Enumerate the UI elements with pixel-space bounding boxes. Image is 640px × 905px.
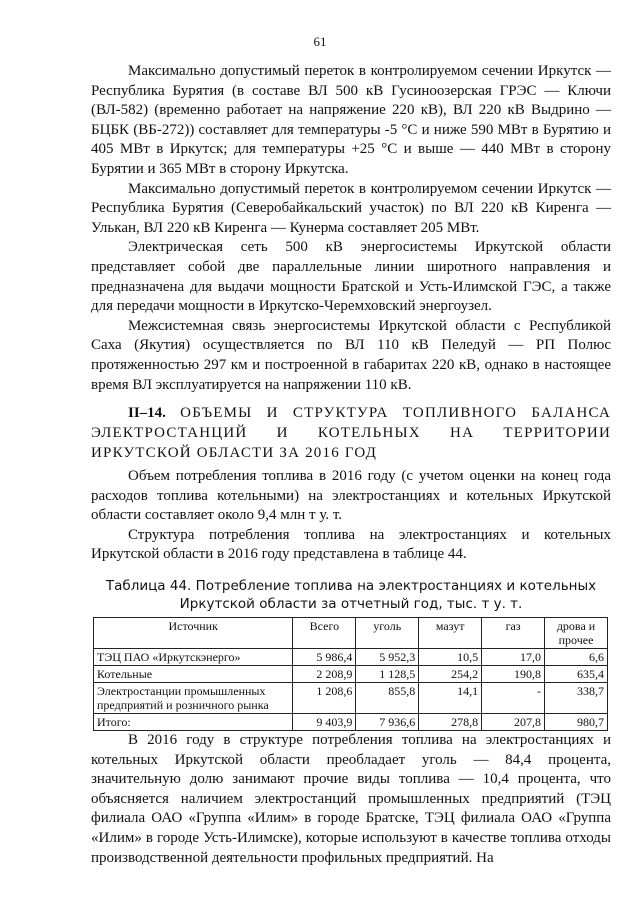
table-row xyxy=(94,649,608,666)
table-cell: 635,4 xyxy=(545,666,608,683)
table-cell: 7 936,6 xyxy=(356,714,419,731)
column-header: уголь xyxy=(356,618,419,649)
table-cell: 17,0 xyxy=(482,649,545,666)
table-cell: 1 208,6 xyxy=(293,683,356,714)
paragraph: Максимально допустимый переток в контролируемом сечении Иркутск — Республика Бурятия (Северобайкальский участок) по ВЛ 220 кВ Киренга — Улькан, ВЛ 220 кВ Киренга — Кунерма составляет 205 МВт. xyxy=(91,180,611,236)
column-header: газ xyxy=(482,618,545,649)
paragraph: Объем потребления топлива в 2016 году (с учетом оценки на конец года расходов топлива котельными) на электростанциях и котельных Иркутской области составляет около 9,4 млн т у. т. xyxy=(91,468,611,524)
table-cell: 6,6 xyxy=(545,649,608,666)
table-cell: 1 128,5 xyxy=(356,666,419,683)
section-number: II–14. xyxy=(128,405,166,422)
document-body xyxy=(91,62,611,868)
table-cell: ТЭЦ ПАО «Иркутскэнерго» xyxy=(94,649,293,666)
section-title: ОБЪЕМЫ И СТРУКТУРА ТОПЛИВНОГО БАЛАНСА ЭЛЕКТРОСТАНЦИЙ И КОТЕЛЬНЫХ НА ТЕРРИТОРИИ ИРКУТСКОЙ ОБЛАСТИ ЗА 2016 ГОД xyxy=(91,405,611,462)
section-heading xyxy=(91,403,611,463)
column-header: дрова и прочее xyxy=(545,618,608,649)
caption-line: Иркутской области за отчетный год, тыс. т у. т. xyxy=(179,596,523,613)
table-row xyxy=(94,683,608,714)
table-row xyxy=(94,666,608,683)
column-header: мазут xyxy=(419,618,482,649)
column-header: Источник xyxy=(94,618,293,649)
table-cell: Котельные xyxy=(94,666,293,683)
paragraph: Структура потребления топлива на электростанциях и котельных Иркутской области в 2016 году представлена в таблице 44. xyxy=(91,526,611,563)
page-number: 61 xyxy=(313,34,327,49)
table-caption xyxy=(91,577,611,613)
table-header-row xyxy=(94,618,608,649)
table-cell: 190,8 xyxy=(482,666,545,683)
caption-line: Таблица 44. Потребление топлива на электростанциях и котельных xyxy=(105,578,597,595)
paragraph: Максимально допустимый переток в контролируемом сечении Иркутск — Республика Бурятия (в составе ВЛ 500 кВ Гусиноозерская ГРЭС — Ключи (ВЛ-582) (временно работает на напряжение 220 кВ), ВЛ 220 кВ Выдрино — БЦБК (ВБ-272)) составляет для температуры -5 °С и ниже 590 МВт в Бурятию и 405 МВт в Иркутск; для температуры +25 °С и выше — 440 МВт в сторону Бурятии и 365 МВт в сторону Иркутска. xyxy=(91,63,611,177)
table-cell: Итого: xyxy=(94,714,293,731)
table-cell: 14,1 xyxy=(419,683,482,714)
table-cell: 980,7 xyxy=(545,714,608,731)
fuel-consumption-table xyxy=(93,617,608,731)
table-cell: 9 403,9 xyxy=(293,714,356,731)
table-cell: 5 986,4 xyxy=(293,649,356,666)
table-cell: - xyxy=(482,683,545,714)
table-cell: 254,2 xyxy=(419,666,482,683)
table-cell: 2 208,9 xyxy=(293,666,356,683)
table-row xyxy=(94,714,608,731)
table-cell: 207,8 xyxy=(482,714,545,731)
table-cell: 338,7 xyxy=(545,683,608,714)
column-header: Всего xyxy=(293,618,356,649)
table-cell: 855,8 xyxy=(356,683,419,714)
table-cell: 10,5 xyxy=(419,649,482,666)
paragraph: Межсистемная связь энергосистемы Иркутской области с Республикой Саха (Якутия) осуществляется по ВЛ 110 кВ Пеледуй — РП Полюс протяженностью 297 км и построенной в габаритах 220 кВ, однако в настоящее время ВЛ эксплуатируется на напряжении 110 кВ. xyxy=(91,317,611,393)
paragraph: В 2016 году в структуре потребления топлива на электростанциях и котельных Иркутской области преобладает уголь — 84,4 процента, значительную долю занимают прочие виды топлива — 10,4 процента, что объясняется наличием электростанций промышленных предприятий (ТЭЦ филиала ОАО «Группа «Илим» в городе Братске, ТЭЦ филиала ОАО «Группа «Илим» в городе Усть-Илимске), которые используют в качестве топлива отходы производственной деятельности профильных предприятий. На xyxy=(91,732,611,866)
table-cell: 5 952,3 xyxy=(356,649,419,666)
paragraph: Электрическая сеть 500 кВ энергосистемы Иркутской области представляет собой две параллельные линии широтного направления и предназначена для выдачи мощности Братской и Усть-Илимской ГЭС, а также для передачи мощности в Иркутско-Черемховский энергоузел. xyxy=(91,239,611,315)
table-cell: 278,8 xyxy=(419,714,482,731)
table-cell: Электростанции промышленных предприятий и розничного рынка xyxy=(94,683,293,714)
